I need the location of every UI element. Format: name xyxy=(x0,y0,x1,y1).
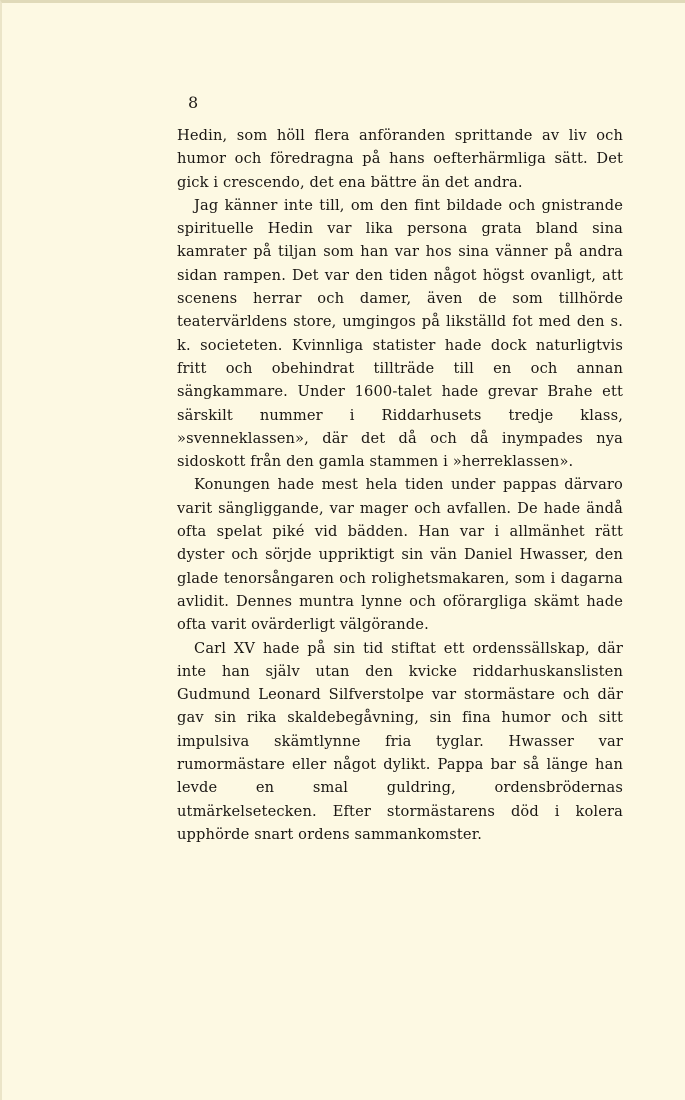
paragraph-1: Hedin, som höll flera anföranden sprittande av liv och humor och föredragna på hans oefterhärmliga sätt. Det gick i crescendo, det ena bättre än det andra. xyxy=(177,127,623,191)
body-text xyxy=(177,124,623,846)
paragraph-2: Jag känner inte till, om den fint bildade och gnistrande spirituelle Hedin var lika persona grata bland sina kamrater på tiljan som han var hos sina vänner på andra sidan rampen. Det var den tiden något högst ovanligt, att scenens herrar och damer, även de som tillhörde teatervärldens store, umgingos på likställd fot med den s. k. societeten. Kvinnliga statister hade dock naturligtvis fritt och obehindrat tillträde till en och annan sängkammare. Under 1600-talet hade grevar Brahe ett särskilt nummer i Riddarhusets tredje klass, »svenneklassen», där det då och då inympades nya sidoskott från den gamla stammen i »herreklassen». xyxy=(177,196,623,471)
paragraph-4: Carl XV hade på sin tid stiftat ett ordenssällskap, där inte han själv utan den kvicke riddarhuskanslisten Gudmund Leonard Silfverstolpe var stormästare och där gav sin rika skaldebegåvning, sin fina humor och sitt impulsiva skämtlynne fria tyglar. Hwasser var rumormästare eller något dylikt. Pappa bar så länge han levde en smal guldring, ordensbrödernas utmärkelsetecken. Efter stormästarens död i kolera upphörde snart ordens sammankomster. xyxy=(177,639,623,843)
paragraph-3: Konungen hade mest hela tiden under pappas därvaro varit sängliggande, var mager och avfallen. De hade ändå ofta spelat piké vid bädden. Han var i allmänhet rätt dyster och sörjde uppriktigt sin vän Daniel Hwasser, den glade tenorsångaren och rolighetsmakaren, som i dagarna avlidit. Dennes muntra lynne och oförargliga skämt hade ofta varit ovärderligt välgörande. xyxy=(177,476,623,634)
page-number: 8 xyxy=(188,93,199,112)
